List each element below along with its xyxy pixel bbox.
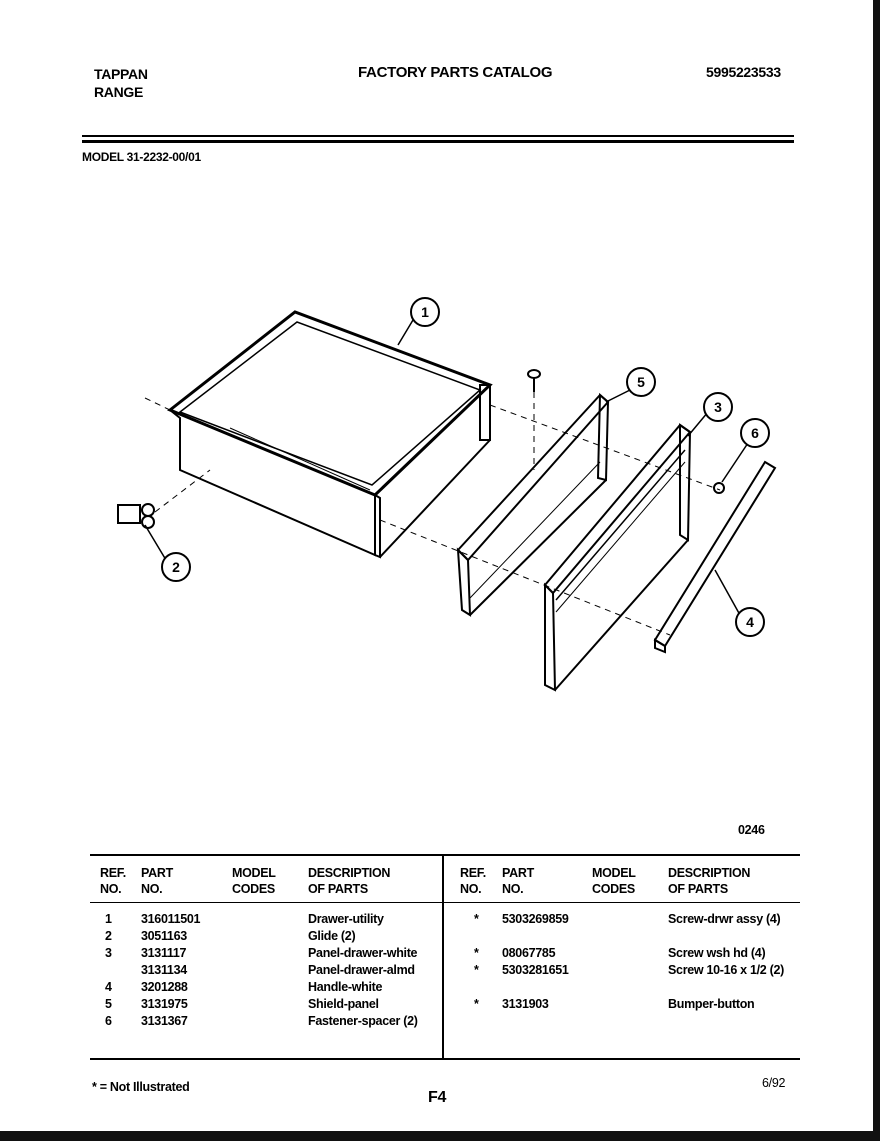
part-no: 316011501 (141, 912, 201, 926)
ref-no: * (474, 997, 479, 1011)
page-number: F4 (428, 1089, 447, 1106)
table-top-rule (90, 854, 800, 856)
model-number: MODEL 31-2232-00/01 (82, 150, 201, 164)
brand: TAPPAN (94, 66, 148, 82)
product: RANGE (94, 84, 144, 100)
part-description: Fastener-spacer (2) (308, 1014, 418, 1028)
ref-no: 2 (105, 929, 112, 943)
part-no: 3131134 (141, 963, 187, 977)
drawer-utility (170, 312, 490, 557)
ref-no: * (474, 963, 479, 977)
part-description: Glide (2) (308, 929, 356, 943)
col-model-header: MODEL CODES (232, 866, 276, 896)
callout-label: 2 (172, 559, 180, 575)
col-model-header-right: MODEL CODES (592, 866, 636, 896)
part-description: Bumper-button (668, 997, 755, 1011)
page-title: FACTORY PARTS CATALOG (358, 64, 553, 81)
ref-no: 3 (105, 946, 112, 960)
callout-label: 1 (421, 304, 429, 320)
ref-no: * (474, 912, 479, 926)
callout-label: 5 (637, 374, 645, 390)
revision-date: 6/92 (762, 1076, 786, 1090)
part-description: Shield-panel (308, 997, 379, 1011)
callout-label: 3 (714, 399, 722, 415)
part-no: 3201288 (141, 980, 188, 994)
screw (528, 370, 540, 392)
part-no: 3051163 (141, 929, 187, 943)
part-no: 5303269859 (502, 912, 569, 926)
callout-label: 4 (746, 614, 754, 630)
callout-label: 6 (751, 425, 759, 441)
ref-no: * (474, 946, 479, 960)
part-description: Panel-drawer-white (308, 946, 418, 960)
part-no: 5303281651 (502, 963, 569, 977)
part-description: Panel-drawer-almd (308, 963, 415, 977)
col-ref-header-right: REF. NO. (460, 866, 486, 896)
figure-code: 0246 (738, 823, 765, 837)
fastener-spacer (714, 483, 724, 493)
part-no: 3131975 (141, 997, 188, 1011)
panel-drawer (545, 425, 690, 690)
catalog-number: 5995223533 (706, 64, 781, 80)
part-no: 3131367 (141, 1014, 188, 1028)
table-header-rule (90, 902, 800, 903)
ref-no: 5 (105, 997, 112, 1011)
part-no: 3131903 (502, 997, 549, 1011)
col-part-header: PART NO. (141, 866, 173, 896)
part-no: 08067785 (502, 946, 556, 960)
col-desc-header-right: DESCRIPTION OF PARTS (668, 866, 751, 896)
scan-edge-bottom (0, 1131, 880, 1141)
part-description: Screw-drwr assy (4) (668, 912, 781, 926)
glide (118, 504, 154, 528)
col-desc-header: DESCRIPTION OF PARTS (308, 866, 391, 896)
ref-no: 4 (105, 980, 112, 994)
part-description: Handle-white (308, 980, 383, 994)
ref-no: 1 (105, 912, 112, 926)
part-description: Screw 10-16 x 1/2 (2) (668, 963, 784, 977)
part-no: 3131117 (141, 946, 187, 960)
ref-no: 6 (105, 1014, 112, 1028)
col-part-header-right: PART NO. (502, 866, 534, 896)
col-ref-header: REF. NO. (100, 866, 126, 896)
part-description: Drawer-utility (308, 912, 384, 926)
not-illustrated-note: * = Not Illustrated (92, 1080, 190, 1094)
part-description: Screw wsh hd (4) (668, 946, 766, 960)
table-bottom-rule (90, 1058, 800, 1060)
